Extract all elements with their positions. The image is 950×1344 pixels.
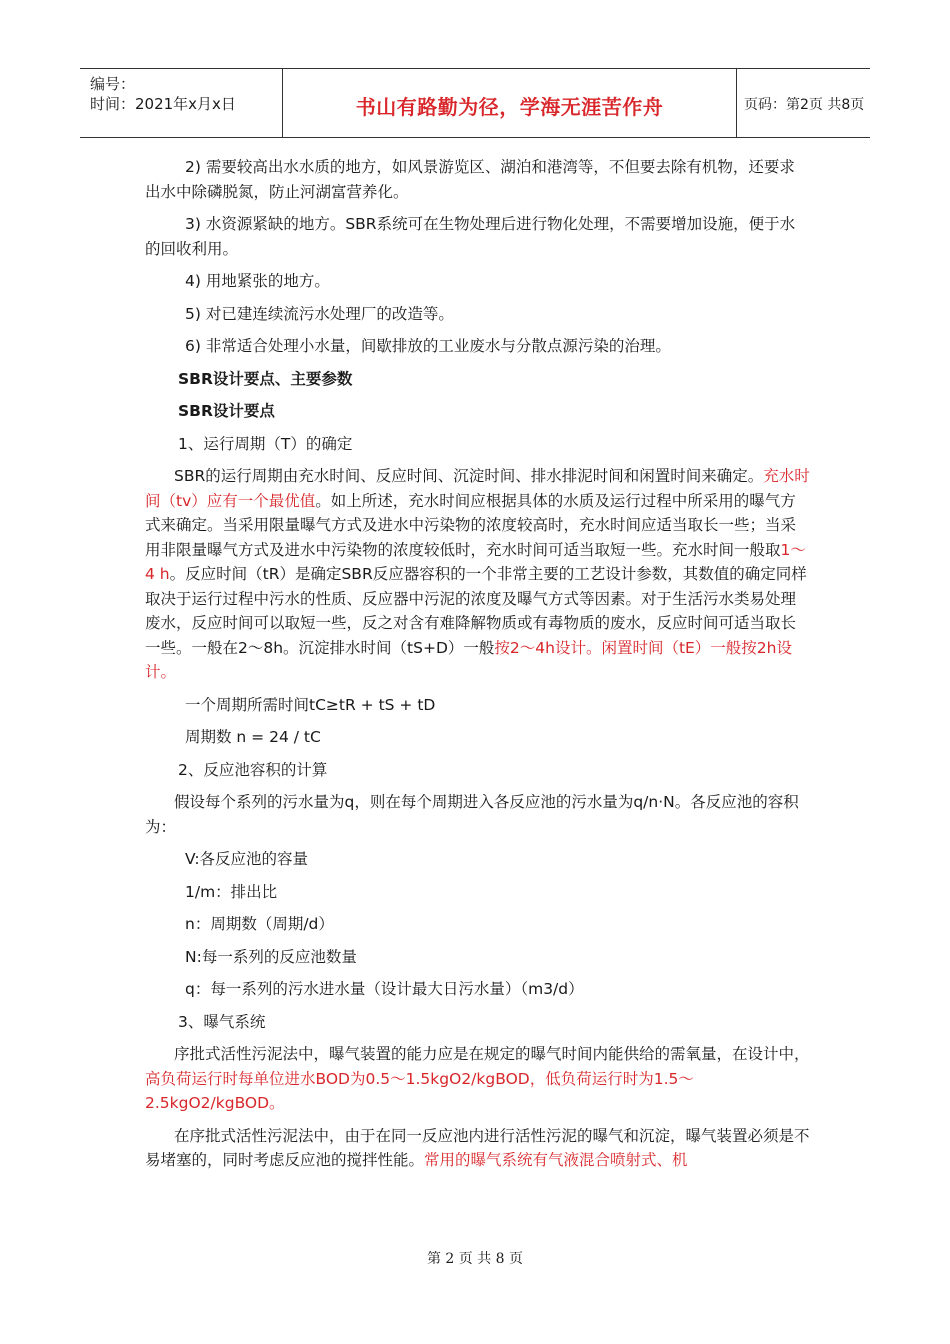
text-run: 序批式活性污泥法中，曝气装置的能力应是在规定的曝气时间内能供给的需氧量，在设计中， <box>174 1045 810 1063</box>
number-label: 编号： <box>90 75 136 93</box>
paragraph-cycle <box>145 464 810 685</box>
header-info-cell <box>80 69 282 137</box>
highlight-run: 高负荷运行时每单位进水BOD为0.5～1.5kgO2/kgBOD，低负荷运行时为1.5～2.5kgO2/kgBOD。 <box>145 1069 694 1112</box>
section-subheading: SBR设计要点 <box>178 402 275 420</box>
highlight-run: 按2～4h设计。闲置时间（tE）一般按2h设计。 <box>145 638 792 681</box>
date-label: 时间：2021年x月x日 <box>90 95 236 113</box>
definition-item: 1/m：排出比 <box>185 882 278 901</box>
list-item-text: 2) 需要较高出水水质的地方，如风景游览区、湖泊和港湾等，不但要去除有机物，还要求出水中除磷脱氮，防止河湖富营养化。 <box>145 158 795 201</box>
list-item: 4) 用地紧张的地方。 <box>185 272 330 290</box>
formula-cycle-time: 一个周期所需时间tC≥tR + tS + tD <box>185 695 436 714</box>
list-item: 5) 对已建连续流污水处理厂的改造等。 <box>185 304 454 323</box>
page-header <box>80 68 870 138</box>
highlight-run: 常用的曝气系统有气液混合喷射式、机 <box>424 1151 688 1169</box>
highlight-run: 1～4 h <box>145 540 806 583</box>
sec1-title: 1、运行周期（T）的确定 <box>178 434 353 453</box>
definition-item: V:各反应池的容量 <box>185 850 309 868</box>
paragraph-aeration-device <box>145 1124 810 1173</box>
definition-item: N:每一系列的反应池数量 <box>185 947 357 966</box>
sec2-title: 2、反应池容积的计算 <box>178 760 328 779</box>
paragraph-volume: 假设每个系列的污水量为q，则在每个周期进入各反应池的污水量为q/n·N。各反应池的容积为： <box>145 793 799 836</box>
text-run: SBR的运行周期由充水时间、反应时间、沉淀时间、排水排泥时间和闲置时间来确定。 <box>174 467 764 485</box>
paragraph-aeration <box>145 1042 810 1116</box>
list-item <box>145 212 810 261</box>
section-heading: SBR设计要点、主要参数 <box>178 369 353 388</box>
page-code: 页码：第2页 共8页 <box>744 97 865 113</box>
header-motto-cell <box>282 69 737 137</box>
highlight-run: 充水时间（tv）应有一个最优值 <box>145 467 810 510</box>
header-page-cell <box>736 69 870 137</box>
text-run: 。反应时间（tR）是确定SBR反应器容积的一个非常主要的工艺设计参数，其数值的确定同样取决于运行过程中污水的性质、反应器中污泥的浓度及曝气方式等因素。对于生活污水类易处理废水，反应时间可以取短一些，反之对含有难降解物质或有毒物质的废水，反应时间可适当取长一些。一般在2～8h。沉淀排水时间（tS+D）一般 <box>145 565 807 657</box>
list-item <box>145 155 810 204</box>
text-run: 在序批式活性污泥法中，由于在同一反应池内进行活性污泥的曝气和沉淀，曝气装置必须是不易堵塞的，同时考虑反应池的搅拌性能。 <box>145 1126 810 1169</box>
sec3-title: 3、曝气系统 <box>178 1012 266 1031</box>
list-item: 6) 非常适合处理小水量，间歇排放的工业废水与分散点源污染的治理。 <box>185 337 671 355</box>
definition-item: n：周期数（周期/d） <box>185 915 334 933</box>
motto: 书山有路勤为径，学海无涯苦作舟 <box>355 95 664 119</box>
list-item-text: 3) 水资源紧缺的地方。SBR系统可在生物处理后进行物化处理，不需要增加设施，便于水的回收利用。 <box>145 215 796 258</box>
definition-item: q：每一系列的污水进水量（设计最大日污水量）（m3/d） <box>185 980 584 998</box>
document-body <box>145 155 810 1181</box>
text-run: 。如上所述，充水时间应根据具体的水质及运行过程中所采用的曝气方式来确定。当采用限量曝气方式及进水中污染物的浓度较高时，充水时间应适当取长一些；当采用非限量曝气方式及进水中污染物的浓度较低时，充水时间可适当取短一些。充水时间一般取 <box>145 491 797 559</box>
formula-cycle-count: 周期数 n = 24 / tC <box>185 728 321 746</box>
page-footer: 第 2 页 共 8 页 <box>426 1251 524 1267</box>
